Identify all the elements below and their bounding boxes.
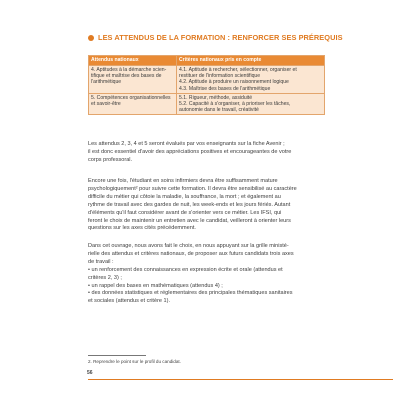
section-heading-text: LES ATTENDUS DE LA FORMATION : RENFORCER SES PRÉREQUIS bbox=[98, 33, 343, 42]
section-heading bbox=[88, 33, 388, 42]
text-line: feront le choix de maintenir un entretien avec le candidat, veilleront à orienter leurs bbox=[88, 217, 291, 224]
text-line: d'éléments qu'il faut considérer avant de s'orienter vers ce métier. Les IFSI, qui bbox=[88, 209, 282, 216]
table-cell bbox=[177, 66, 325, 94]
cell-line: 5.2. Capacité à s'organiser, à prioriser les tâches, bbox=[179, 101, 291, 108]
cell-line: restituer de l'information scientifique bbox=[179, 73, 261, 80]
cell-line: 5. Compétences organisationnelles bbox=[91, 94, 171, 101]
cell-line: 4. Aptitudes à la démarche scien- bbox=[91, 67, 167, 73]
cell-line: 4.1. Aptitude à rechercher, sélectionner, organiser et bbox=[179, 67, 297, 73]
text-line: corps professoral. bbox=[88, 156, 133, 163]
footnote: 2. Reprendre le point sur le profil du candidat. bbox=[88, 359, 181, 364]
table-cell bbox=[89, 66, 177, 94]
paragraph-maturity bbox=[88, 178, 324, 233]
cell-line: tifique et maîtrise des bases de bbox=[91, 73, 162, 80]
text-line: de travail : bbox=[88, 258, 114, 265]
cell-line: 4.2. Aptitude à produire un raisonnement logique bbox=[179, 79, 289, 86]
footnote-divider bbox=[88, 355, 146, 356]
list-item: • des données statistiques et réglementaires des principales thématiques sanitaires bbox=[88, 290, 293, 297]
table-cell bbox=[177, 93, 325, 115]
criteria-table bbox=[88, 55, 325, 115]
text-line: et sociales (attendus et critère 1). bbox=[88, 298, 171, 305]
table-cell bbox=[89, 93, 177, 115]
orange-bullet-icon bbox=[88, 35, 94, 41]
text-line: difficile du métier qui côtoie la maladie, la souffrance, la mort ; et également au bbox=[88, 193, 281, 200]
cell-line: 5.1. Rigueur, méthode, assiduité bbox=[179, 94, 253, 101]
text-line: rielle des attendus et critères nationaux, de proposer aux futurs candidats trois axes bbox=[88, 250, 294, 257]
cell-line: l'arithmétique bbox=[91, 79, 122, 86]
list-item: • un rappel des bases en mathématiques (attendus 4) ; bbox=[88, 282, 223, 289]
list-item: • un renforcement des connaissances en expression écrite et orale (attendus et bbox=[88, 266, 283, 273]
footer-divider bbox=[88, 379, 393, 380]
table-row bbox=[89, 66, 325, 94]
table-header-row bbox=[89, 56, 325, 66]
cell-line: et savoir-être bbox=[91, 101, 121, 108]
cell-line: autonomie dans le travail, créativité bbox=[179, 107, 259, 114]
paragraph-work-axes bbox=[88, 243, 324, 306]
text-line: Les attendus 2, 3, 4 et 5 seront évalués par vos enseignants sur la fiche Avenir ; bbox=[88, 141, 285, 147]
paragraph-evaluation bbox=[88, 141, 324, 165]
text-line: rythme de travail avec des gardes de nuit, les week-ends et les jours fériés. Autant bbox=[88, 201, 291, 208]
text-line: psychologiquement² pour suivre cette formation. Il devra être sensibilisé au caractère bbox=[88, 185, 297, 192]
table-header-cell: Attendus nationaux bbox=[89, 56, 177, 66]
text-line: questions sur les axes cités précédemment. bbox=[88, 225, 196, 232]
cell-line: 4.3. Maîtrise des bases de l'arithmétique bbox=[179, 85, 271, 92]
text-line: critères 2, 3) ; bbox=[88, 274, 122, 281]
table-row bbox=[89, 93, 325, 115]
text-line: Dans cet ouvrage, nous avons fait le choix, en nous appuyant sur la grille ministé- bbox=[88, 243, 289, 249]
text-line: il est donc essentiel d'avoir des appréciations positives et encourageantes de votre bbox=[88, 148, 292, 155]
table-header-cell: Critères nationaux pris en compte bbox=[177, 56, 325, 66]
text-line: Encore une fois, l'étudiant en soins infirmiers devra être suffisamment mature bbox=[88, 178, 278, 184]
page-number: 56 bbox=[87, 370, 93, 376]
